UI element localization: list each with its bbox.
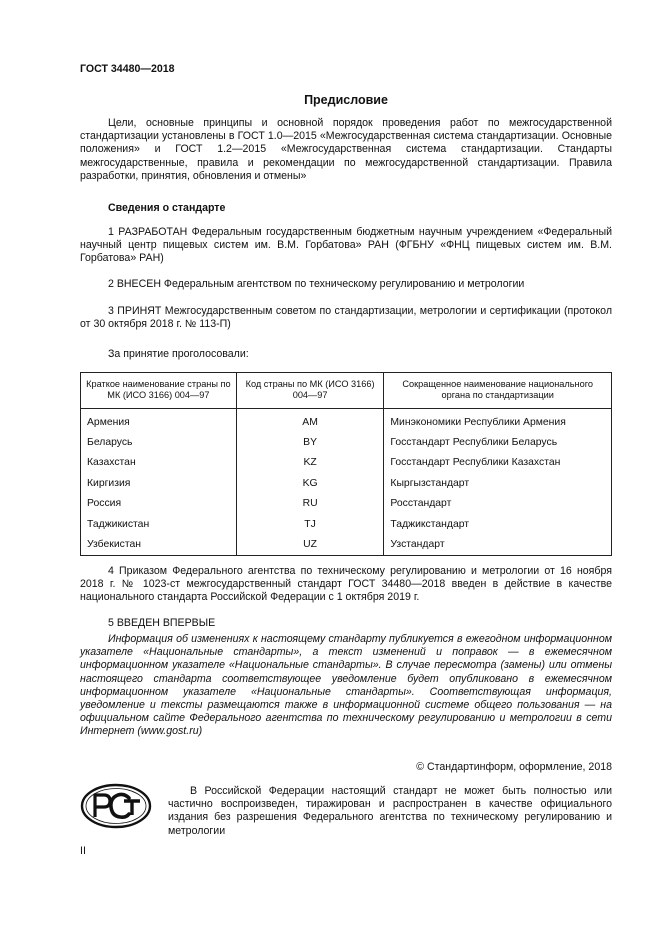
gost-r-certification-logo-icon <box>80 783 152 829</box>
item-order: 4 Приказом Федерального агентства по техническому регулированию и метрологии от 16 ноября 2018 г. № 1023-ст межгосударственный стандарт ГОСТ 34480—2018 введен в действие в качестве национального стандарта Российской Федерации с 1 октября 2019 г. <box>80 565 612 604</box>
page-number: II <box>80 845 86 857</box>
table-row <box>81 409 612 433</box>
table-row <box>81 534 612 555</box>
countries-table <box>80 372 612 556</box>
country-name: Казахстан <box>81 453 237 473</box>
table-row <box>81 473 612 493</box>
standards-body: Узстандарт <box>384 534 612 555</box>
header-standards-body: Сокращенное наименование национального органа по стандартизации <box>384 373 612 409</box>
standard-info-heading: Сведения о стандарте <box>108 202 226 214</box>
table-row <box>81 514 612 534</box>
country-name: Беларусь <box>81 432 237 452</box>
country-code: TJ <box>236 514 384 534</box>
country-code: AM <box>236 409 384 433</box>
country-code: KZ <box>236 453 384 473</box>
country-code: RU <box>236 494 384 514</box>
header-country-name: Краткое наименование страны по МК (ИСО 3166) 004—97 <box>81 373 237 409</box>
country-code: BY <box>236 432 384 452</box>
standards-body: Госстандарт Республики Беларусь <box>384 432 612 452</box>
standards-body: Росстандарт <box>384 494 612 514</box>
table-row <box>81 494 612 514</box>
change-info-notice: Информация об изменениях к настоящему стандарту публикуется в ежегодном информационном указателе «Национальные стандарты», а текст изменений и поправок — в ежемесячном информационном указателе «Национальные стандарты». В случае пересмотра (замены) или отмены настоящего стандарта соответствующее уведомление будет опубликовано в ежемесячном информационном указателе «Национальные стандарты». Соответствующая информация, уведомление и тексты размещаются также в информационной системе общего пользования — на официальном сайте Федерального агентства по техническому регулированию и метрологии в сети Интернет (www.gost.ru) <box>80 633 612 738</box>
country-name: Киргизия <box>81 473 237 493</box>
intro-paragraph: Цели, основные принципы и основной порядок проведения работ по межгосударственной стандартизации установлены в ГОСТ 1.0—2015 «Межгосударственная система стандартизации. Основные положения» и ГОСТ 1.2—2015 «Межгосударственная система стандартизации. Стандарты межгосударственные, правила и рекомендации по межгосударственной стандартизации. Правила разработки, принятия, обновления и отмены» <box>80 117 612 182</box>
header-country-code: Код страны по МК (ИСО 3166) 004—97 <box>236 373 384 409</box>
country-code: UZ <box>236 534 384 555</box>
page-title: Предисловие <box>304 93 388 107</box>
copyright-notice: © Стандартинформ, оформление, 2018 <box>416 761 612 773</box>
document-code: ГОСТ 34480—2018 <box>80 63 175 75</box>
standards-body: Минэкономики Республики Армения <box>384 409 612 433</box>
country-name: Узбекистан <box>81 534 237 555</box>
standards-body: Госстандарт Республики Казахстан <box>384 453 612 473</box>
vote-caption: За принятие проголосовали: <box>108 348 249 360</box>
item-introduced: 2 ВНЕСЕН Федеральным агентством по техническому регулированию и метрологии <box>108 278 525 290</box>
table-header-row <box>81 373 612 409</box>
country-name: Армения <box>81 409 237 433</box>
standards-body: Таджикстандарт <box>384 514 612 534</box>
country-name: Россия <box>81 494 237 514</box>
table-row <box>81 453 612 473</box>
country-name: Таджикистан <box>81 514 237 534</box>
country-code: KG <box>236 473 384 493</box>
item-developed: 1 РАЗРАБОТАН Федеральным государственным бюджетным научным учреждением «Федеральный научный центр пищевых систем им. В.М. Горбатова» РАН (ФГБНУ «ФНЦ пищевых систем им. В.М. Горбатова» РАН) <box>80 226 612 265</box>
item-first-time: 5 ВВЕДЕН ВПЕРВЫЕ <box>108 617 216 629</box>
table-row <box>81 432 612 452</box>
standards-body: Кыргызстандарт <box>384 473 612 493</box>
item-adopted: 3 ПРИНЯТ Межгосударственным советом по стандартизации, метрологии и сертификации (протокол от 30 октября 2018 г. № 113-П) <box>80 305 612 331</box>
reproduction-notice: В Российской Федерации настоящий стандарт не может быть полностью или частично воспроизведен, тиражирован и распространен в качестве официального издания без разрешения Федерального агентства по техническому регулированию и метрологии <box>168 785 612 837</box>
